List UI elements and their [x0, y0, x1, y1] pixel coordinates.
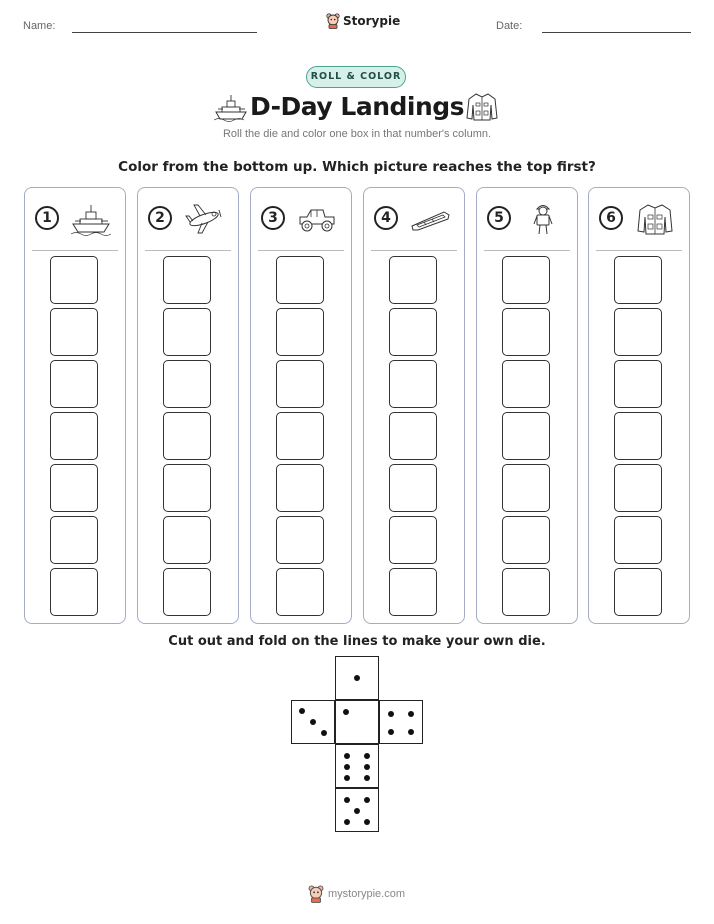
color-box[interactable]	[163, 464, 211, 512]
column-header	[261, 202, 341, 238]
color-box[interactable]	[163, 256, 211, 304]
brand-logo	[326, 13, 400, 29]
column-divider	[258, 250, 344, 251]
die-pip	[408, 729, 414, 735]
column-1	[24, 187, 126, 624]
color-box[interactable]	[502, 516, 550, 564]
column-divider	[596, 250, 682, 251]
color-box[interactable]	[163, 516, 211, 564]
die-instruction: Cut out and fold on the lines to make your own die.	[168, 634, 546, 649]
color-box[interactable]	[50, 464, 98, 512]
column-5	[476, 187, 578, 624]
subtitle: Roll the die and color one box in that number's column.	[222, 128, 492, 140]
color-box[interactable]	[389, 256, 437, 304]
color-box[interactable]	[50, 256, 98, 304]
color-box[interactable]	[614, 256, 662, 304]
footer	[308, 885, 405, 903]
die-pip	[344, 797, 350, 803]
storypie-bear-icon	[326, 13, 340, 29]
die-face-1-center	[335, 700, 379, 744]
color-box[interactable]	[50, 412, 98, 460]
column-4	[363, 187, 465, 624]
die-pip	[364, 819, 370, 825]
color-box[interactable]	[276, 412, 324, 460]
landing-boat-icon	[410, 202, 450, 236]
die-pip	[408, 711, 414, 717]
instruction-text: Color from the bottom up. Which picture reaches the top first?	[118, 159, 596, 175]
color-box[interactable]	[163, 308, 211, 356]
color-box[interactable]	[276, 464, 324, 512]
color-box[interactable]	[614, 360, 662, 408]
die-pip	[354, 675, 360, 681]
color-box[interactable]	[389, 516, 437, 564]
column-header	[487, 202, 567, 238]
color-box[interactable]	[502, 360, 550, 408]
column-header	[148, 202, 228, 238]
color-box[interactable]	[614, 308, 662, 356]
color-box[interactable]	[614, 464, 662, 512]
color-box[interactable]	[389, 412, 437, 460]
column-number: 3	[261, 206, 285, 230]
color-box[interactable]	[502, 308, 550, 356]
column-header	[374, 202, 454, 238]
column-divider	[32, 250, 118, 251]
military-jacket-icon	[466, 92, 498, 122]
name-label: Name:	[23, 20, 56, 32]
column-number: 4	[374, 206, 398, 230]
die-face-1	[335, 656, 379, 700]
page-title: D-Day Landings	[249, 92, 465, 121]
fighter-plane-icon	[184, 202, 224, 236]
color-box[interactable]	[502, 568, 550, 616]
column-number: 2	[148, 206, 172, 230]
color-box[interactable]	[276, 516, 324, 564]
color-box[interactable]	[502, 256, 550, 304]
die-pip	[321, 730, 327, 736]
column-divider	[484, 250, 570, 251]
die-pip	[364, 753, 370, 759]
roll-columns	[24, 187, 690, 624]
color-box[interactable]	[389, 464, 437, 512]
die-pip	[344, 764, 350, 770]
die-face-3	[291, 700, 335, 744]
column-header	[35, 202, 115, 238]
name-line[interactable]	[72, 32, 257, 33]
die-pip	[344, 753, 350, 759]
color-box[interactable]	[276, 568, 324, 616]
color-box[interactable]	[50, 568, 98, 616]
column-header	[599, 202, 679, 238]
color-box[interactable]	[614, 516, 662, 564]
color-box[interactable]	[163, 568, 211, 616]
color-box[interactable]	[50, 308, 98, 356]
die-pip	[310, 719, 316, 725]
die-pip	[354, 808, 360, 814]
soldier-icon	[523, 202, 563, 236]
color-box[interactable]	[614, 412, 662, 460]
die-pip	[388, 729, 394, 735]
footer-url[interactable]: mystorypie.com	[328, 888, 406, 900]
color-box[interactable]	[163, 360, 211, 408]
date-line[interactable]	[542, 32, 691, 33]
column-number: 1	[35, 206, 59, 230]
die-pip	[388, 711, 394, 717]
military-jacket-icon	[635, 202, 675, 236]
color-box[interactable]	[163, 412, 211, 460]
die-pip	[364, 775, 370, 781]
color-box[interactable]	[276, 308, 324, 356]
die-pip	[343, 709, 349, 715]
die-pip	[364, 764, 370, 770]
die-pip	[299, 708, 305, 714]
column-number: 5	[487, 206, 511, 230]
column-3	[250, 187, 352, 624]
color-box[interactable]	[502, 412, 550, 460]
storypie-bear-icon	[308, 885, 324, 903]
brand-name: Storypie	[343, 14, 401, 28]
column-number: 6	[599, 206, 623, 230]
color-box[interactable]	[502, 464, 550, 512]
date-label: Date:	[496, 20, 523, 32]
die-pip	[344, 775, 350, 781]
column-2	[137, 187, 239, 624]
die-face-6	[335, 744, 379, 788]
color-box[interactable]	[389, 360, 437, 408]
die-face-5	[335, 788, 379, 832]
color-box[interactable]	[276, 256, 324, 304]
column-6	[588, 187, 690, 624]
die-pip	[344, 819, 350, 825]
color-box[interactable]	[276, 360, 324, 408]
color-box[interactable]	[50, 360, 98, 408]
column-divider	[371, 250, 457, 251]
die-pip	[364, 797, 370, 803]
color-box[interactable]	[389, 568, 437, 616]
battleship-icon	[71, 202, 111, 236]
roll-and-color-badge: ROLL & COLOR	[306, 66, 406, 88]
color-box[interactable]	[389, 308, 437, 356]
color-box[interactable]	[614, 568, 662, 616]
color-box[interactable]	[50, 516, 98, 564]
die-face-4	[379, 700, 423, 744]
column-divider	[145, 250, 231, 251]
army-jeep-icon	[297, 202, 337, 236]
